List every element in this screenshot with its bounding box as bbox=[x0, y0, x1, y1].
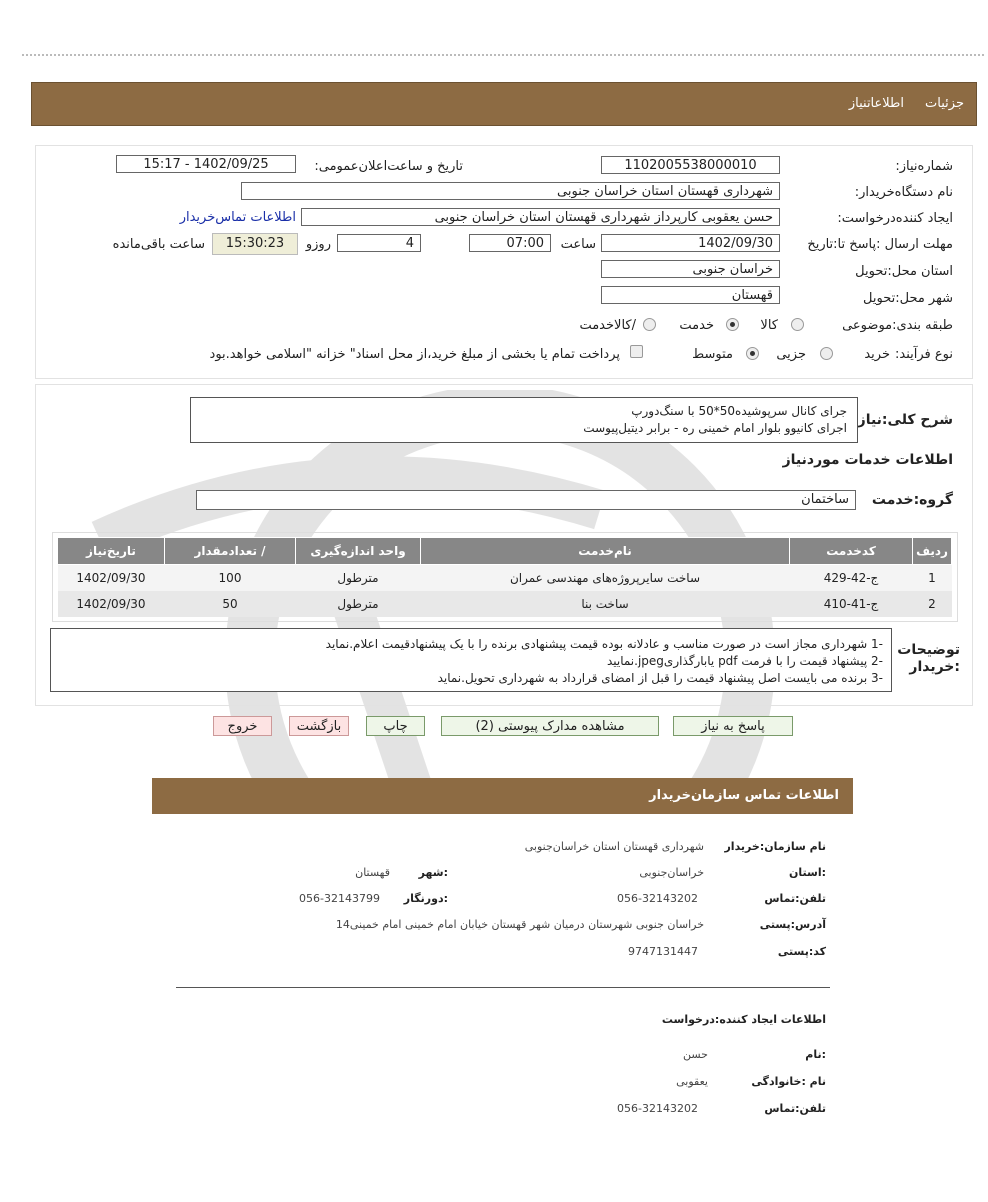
radio-medium-label: متوسط bbox=[692, 347, 733, 362]
creator-title: اطلاعات ایجاد کننده:درخواست bbox=[661, 1013, 826, 1026]
c-fax-label: :دورنگار bbox=[403, 892, 448, 905]
summary-line-1: جرای کانال سرپوشیده50*50 با سنگ‌دورپ bbox=[631, 404, 847, 418]
print-button[interactable]: چاپ bbox=[366, 716, 425, 736]
radio-goods-service[interactable] bbox=[643, 318, 656, 331]
c-name-value: حسن bbox=[683, 1048, 708, 1061]
city-field: قهستان bbox=[601, 286, 780, 304]
need-number-field: 1102005538000010 bbox=[601, 156, 780, 174]
radio-goods-service-label: /کالاخدمت bbox=[579, 318, 636, 333]
buyer-contact-link[interactable]: اطلاعات تماس‌خریدار bbox=[179, 210, 296, 225]
c-city-label: :شهر bbox=[418, 866, 448, 879]
table-row bbox=[58, 591, 952, 617]
contact-divider bbox=[176, 987, 830, 988]
deadline-time-field: 07:00 bbox=[469, 234, 551, 252]
deadline-time-label: ساعت bbox=[560, 237, 596, 252]
notes-line-3: -3 برنده می بایست اصل پیشنهاد قیمت را قبل از امضای قرارداد به شهرداری تحویل.نماید bbox=[437, 671, 883, 685]
cell-row: 2 bbox=[913, 591, 952, 617]
notes-label: توضیحات :خریدار bbox=[897, 642, 960, 675]
tab-details[interactable]: جزئیات bbox=[925, 96, 964, 111]
group-field: ساختمان bbox=[196, 490, 856, 510]
c-cphone-label: تلفن:تماس bbox=[764, 1102, 826, 1115]
need-info-panel bbox=[35, 145, 973, 379]
remaining-label: ساعت باقی‌مانده bbox=[112, 237, 205, 252]
c-address-label: آدرس:پستی bbox=[759, 918, 826, 931]
col-row: ردیف bbox=[913, 538, 952, 565]
creator-label: ایجاد کننده‌درخواست: bbox=[837, 211, 953, 226]
col-name: نام‌خدمت bbox=[421, 538, 790, 565]
reply-button[interactable]: پاسخ به نیاز bbox=[673, 716, 793, 736]
c-family-value: یعقوبی bbox=[676, 1075, 708, 1088]
summary-label: شرح کلی:نیاز bbox=[857, 412, 953, 428]
cell-qty: 50 bbox=[165, 591, 296, 617]
col-date: تاریخ‌نیاز bbox=[58, 538, 165, 565]
top-dotted-divider bbox=[22, 54, 984, 56]
radio-goods-label: کالا bbox=[760, 318, 778, 333]
deadline-label: مهلت ارسال :پاسخ تا:تاریخ bbox=[807, 237, 953, 252]
notes-box bbox=[50, 628, 892, 692]
cell-name: ساخت سایرپروژه‌های مهندسی عمران bbox=[421, 565, 790, 592]
group-label: گروه:خدمت bbox=[871, 492, 953, 508]
radio-goods[interactable] bbox=[791, 318, 804, 331]
category-label: طبقه بندی:موضوعی bbox=[842, 318, 953, 333]
radio-medium[interactable] bbox=[746, 347, 759, 360]
days-label: روزو bbox=[305, 237, 331, 252]
process-label: نوع فرآیند: bbox=[895, 347, 953, 362]
need-number-label: شماره‌نیاز: bbox=[895, 159, 953, 174]
summary-line-2: اجرای کانیوو بلوار امام خمینی ره - برابر دیتیل‌پیوست bbox=[583, 421, 847, 435]
exit-button[interactable]: خروج bbox=[213, 716, 272, 736]
cell-date: 1402/09/30 bbox=[58, 591, 165, 617]
city-label: شهر محل:تحویل bbox=[863, 291, 953, 306]
cell-unit: مترطول bbox=[296, 591, 421, 617]
back-button[interactable]: بازگشت bbox=[289, 716, 349, 736]
c-province-label: :استان bbox=[789, 866, 826, 879]
c-postal-label: کد:پستی bbox=[777, 945, 826, 958]
contact-title: اطلاعات تماس سازمان‌خریدار bbox=[649, 788, 839, 803]
radio-service[interactable] bbox=[726, 318, 739, 331]
org-value: شهرداری قهستان استان خراسان‌جنوبی bbox=[524, 840, 704, 853]
notes-line-2: -2 پیشنهاد قیمت را با فرمت pdf یابارگذاریjpeg.نمایید bbox=[606, 654, 883, 668]
c-province-value: خراسان‌جنوبی bbox=[639, 866, 704, 879]
process-buy-label: خرید bbox=[864, 347, 890, 362]
cell-name: ساخت بنا bbox=[421, 591, 790, 617]
c-city-value: قهستان bbox=[355, 866, 390, 879]
col-qty: / تعدادمقدار bbox=[165, 538, 296, 565]
deadline-date-field: 1402/09/30 bbox=[601, 234, 780, 252]
col-unit: واحد اندازه‌گیری bbox=[296, 538, 421, 565]
c-cphone-value: 056-32143202 bbox=[617, 1102, 698, 1115]
days-field: 4 bbox=[337, 234, 421, 252]
contact-header bbox=[152, 778, 853, 814]
col-code: کدخدمت bbox=[790, 538, 913, 565]
page-header bbox=[31, 82, 977, 126]
notes-line-1: -1 شهرداری مجاز است در صورت مناسب و عادلانه بوده قیمت پیشنهادی برنده را با یک پیشنهادقیمت اعلام.نماید bbox=[325, 637, 883, 651]
c-family-label: نام :خانوادگی bbox=[751, 1075, 826, 1088]
announce-label: تاریخ و ساعت‌اعلان‌عمومی: bbox=[314, 159, 463, 174]
c-postal-value: 9747131447 bbox=[628, 945, 698, 958]
cell-code: ج-42-429 bbox=[790, 565, 913, 592]
c-phone-value: 056-32143202 bbox=[617, 892, 698, 905]
radio-partial-label: جزیی bbox=[776, 347, 806, 362]
cell-row: 1 bbox=[913, 565, 952, 592]
treasury-payment-checkbox[interactable] bbox=[630, 345, 643, 358]
province-label: استان محل:تحویل bbox=[855, 264, 953, 279]
org-label: نام سازمان:خریدار bbox=[724, 840, 826, 853]
buyer-field: شهرداری قهستان استان خراسان جنوبی bbox=[241, 182, 780, 200]
cell-code: ج-41-410 bbox=[790, 591, 913, 617]
treasury-payment-note: پرداخت تمام یا بخشی از مبلغ خرید،از محل اسناد" خزانه "اسلامی خواهد.بود bbox=[209, 347, 620, 362]
announce-field: 1402/09/25 - 15:17 bbox=[116, 155, 296, 173]
radio-partial[interactable] bbox=[820, 347, 833, 360]
services-table bbox=[57, 537, 952, 617]
table-row bbox=[58, 565, 952, 592]
services-title: اطلاعات خدمات موردنیاز bbox=[782, 452, 953, 468]
summary-box bbox=[190, 397, 858, 443]
radio-service-label: خدمت bbox=[679, 318, 714, 333]
c-phone-label: تلفن:تماس bbox=[764, 892, 826, 905]
c-name-label: :نام bbox=[805, 1048, 826, 1061]
province-field: خراسان جنوبی bbox=[601, 260, 780, 278]
c-fax-value: 056-32143799 bbox=[299, 892, 380, 905]
buyer-label: نام دستگاه‌خریدار: bbox=[854, 185, 953, 200]
cell-unit: مترطول bbox=[296, 565, 421, 592]
c-address-value: خراسان جنوبی شهرستان درمیان شهر قهستان خیابان امام خمینی امام خمینی14 bbox=[335, 918, 704, 931]
attachments-button[interactable]: مشاهده مدارک پیوستی (2) bbox=[441, 716, 659, 736]
cell-qty: 100 bbox=[165, 565, 296, 592]
tab-need-info[interactable]: اطلاعاتنیاز bbox=[848, 96, 904, 111]
remaining-time: 15:30:23 bbox=[212, 233, 298, 255]
cell-date: 1402/09/30 bbox=[58, 565, 165, 592]
creator-field: حسن یعقوبی کارپرداز شهرداری قهستان استان خراسان جنوبی bbox=[301, 208, 780, 226]
